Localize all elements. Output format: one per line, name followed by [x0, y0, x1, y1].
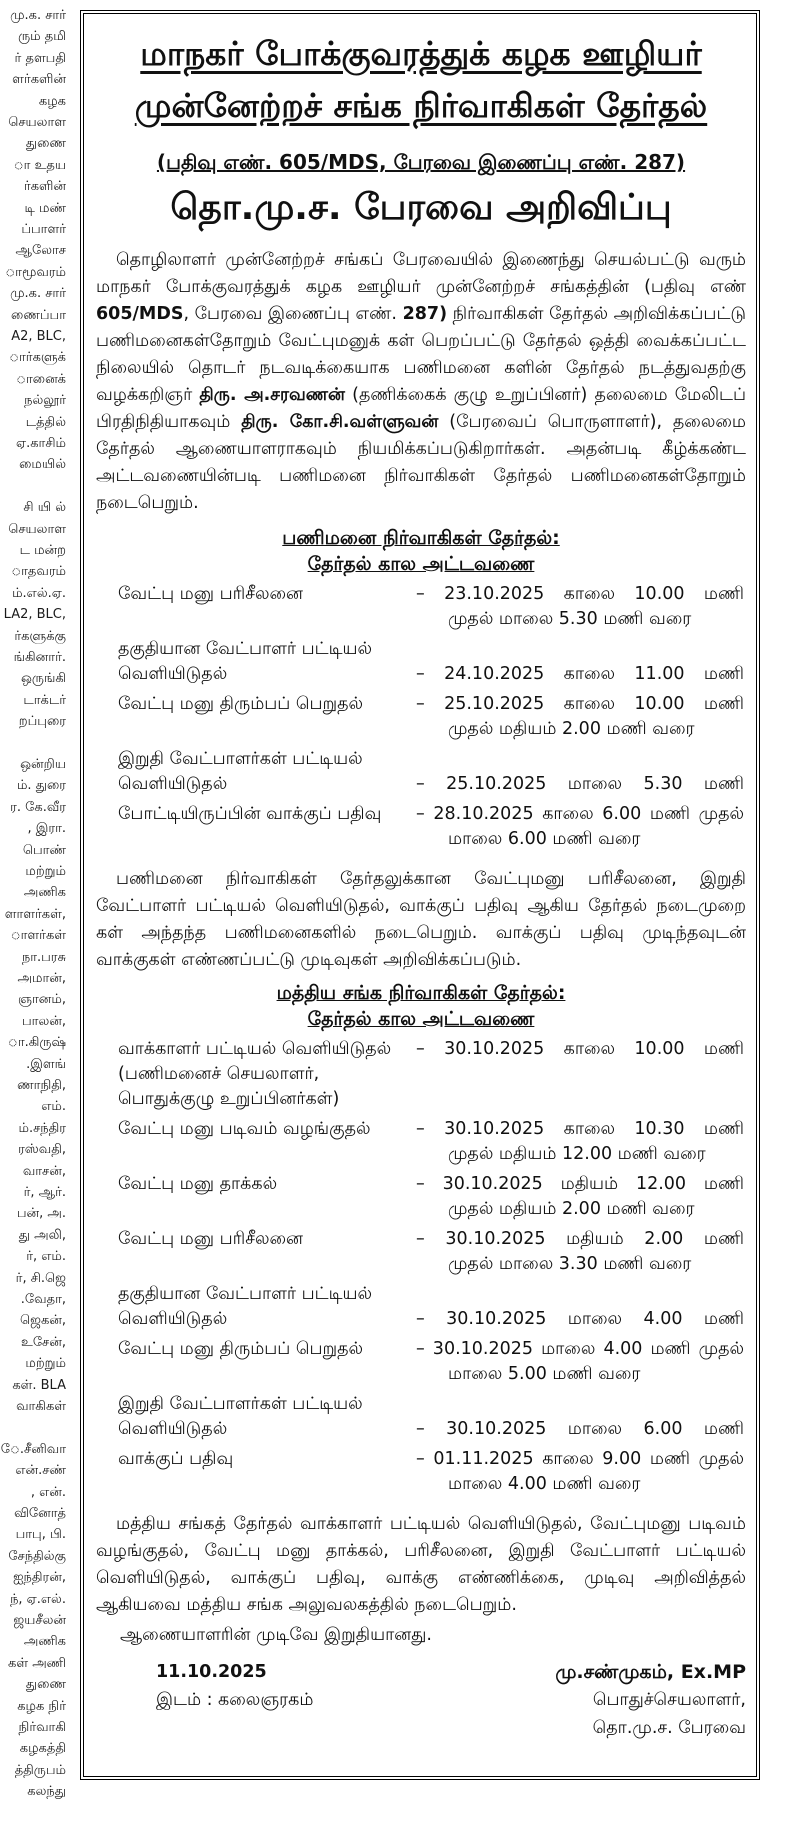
adjacent-column-line: டாக்டர் — [23, 692, 66, 708]
adjacent-column-line: மு.க. சார் — [10, 8, 66, 23]
schedule-row-label: வெளியிடுதல் — [118, 664, 228, 684]
adjacent-column-line: ஒருங்கி — [21, 671, 66, 687]
adjacent-column-line: ாமூவரம் — [5, 264, 66, 280]
intro-paragraph: தொழிலாளர் முன்னேற்றச் சங்கப் பேரவையில் இணைந்து செயல்பட்டு வரும் மாநகர் போக்குவரத்துக் கழக ஊழியர் முன்னேற்றச் சங்கத்தின் (பதிவு எண் 605/MDS, பேரவை இணைப்பு எண். 287) நிர்வாகிகள் தேர்தல் அறிவிக்கப்பட்டு பணிமனைகள்தோறும் வேட்புமனுக் கள் பெறப்பட்டு தேர்தல் ஒத்தி வைக்கப்பட்ட நிலையில் தொடர் நடவடிக்கையாக பணிமனை களின் தேர்தல் நடத்துவதற்கு வழக்கறிஞர் திரு. அ.சரவணன் (தணிக்கைக் குழு உறுப்பினர்) தலைமை மேலிடப் பிரதிநிதியாகவும் திரு. கோ.சி.வள்ளுவன் (பேரவைப் பொருளாளர்), தலைமை தேர்தல் ஆணையாளராகவும் நியமிக்கப்படுகிறார்கள். அதன்படி கீழ்க்கண்ட அட்டவணையின்படி பணிமனை நிர்வாகிகள் தேர்தல் பணிமனைகள்தோறும் நடைபெறும். — [96, 250, 746, 513]
adjacent-column-line: சி யி ல் — [23, 500, 66, 516]
adjacent-column-line: ம்.எல்.ஏ. — [12, 585, 66, 601]
schedule-row-value: – 30.10.2025 காலை 10.30 மணி — [416, 1119, 744, 1139]
schedule-row-value: – 23.10.2025 காலை 10.00 மணி — [416, 584, 744, 604]
adjacent-column-line: து அலி, — [18, 1227, 66, 1243]
schedule-row-label: வெளியிடுதல் — [118, 1309, 228, 1329]
final-statement: ஆணையாளரின் முடிவே இறுதியானது. — [120, 1625, 432, 1645]
adjacent-column-line: ா உதய — [13, 157, 66, 173]
adjacent-column-line: ார்களுக் — [9, 350, 66, 366]
adjacent-column-line: ஞானம், — [18, 992, 66, 1008]
adjacent-column-line: கள். BLA — [12, 1377, 66, 1393]
adjacent-column-line: ட மன்ற — [19, 543, 66, 558]
schedule-row-label: வெளியிடுதல் — [118, 774, 228, 794]
adjacent-column-line: மற்றும் — [25, 1356, 66, 1372]
adjacent-column-line: கள் அணி — [8, 1655, 66, 1671]
schedule-row — [96, 1172, 746, 1222]
adjacent-column-line: ந், ஏ.எல். — [10, 1591, 66, 1607]
adjacent-column-line: .இளங் — [26, 1056, 66, 1072]
adjacent-column-line: ம். துரை — [16, 778, 66, 794]
schedule-row — [96, 1117, 746, 1167]
adjacent-column-line: நல்லூர் — [24, 393, 66, 409]
adjacent-column-line: வாசன், — [22, 1163, 66, 1179]
schedule-row-label: இறுதி வேட்பாளர்கள் பட்டியல் — [118, 749, 363, 769]
schedule-row — [96, 637, 746, 687]
board-announcement-title: தொ.மு.ச. பேரவை அறிவிப்பு — [170, 187, 672, 228]
adjacent-column-line: ாளர்கள் — [10, 928, 66, 944]
schedule-row-label: வேட்பு மனு பரிசீலனை — [118, 584, 303, 604]
adjacent-column-line: ர் தளபதி — [14, 50, 66, 66]
schedule-row-value: – 28.10.2025 காலை 6.00 மணி முதல் — [416, 804, 744, 824]
adjacent-column-line: ளர்களின் — [12, 72, 66, 88]
schedule-row-value-cont: மாலை 6.00 மணி வரை — [448, 829, 641, 849]
signatory-organization: தொ.மு.ச. பேரவை — [592, 1718, 746, 1738]
adjacent-column-line: துணை — [25, 136, 66, 152]
adjacent-column-line: கழக — [38, 93, 66, 109]
schedule-row-value-cont: முதல் மாலை 3.30 மணி வரை — [448, 1254, 692, 1274]
schedule-row — [96, 802, 746, 852]
adjacent-column-line: ே.சீனிவா — [0, 1441, 66, 1457]
schedule-row-value-cont: முதல் மதியம் 2.00 மணி வரை — [448, 1199, 695, 1219]
adjacent-column-line: அமான், — [17, 971, 66, 986]
adjacent-column-line: ஜெகன், — [19, 1313, 66, 1329]
adjacent-column-line: எம். — [41, 1099, 66, 1115]
adjacent-column-line: மையில் — [19, 457, 66, 473]
schedule-row-value-cont: முதல் மாலை 5.30 மணி வரை — [448, 609, 692, 629]
schedule-row — [96, 1282, 746, 1332]
adjacent-column-line: செயலாள — [8, 521, 66, 537]
adjacent-column-line: கழகத்தி — [19, 1741, 66, 1757]
depot-note: பணிமனை நிர்வாகிகள் தேர்தலுக்கான வேட்புமனு பரிசீலனை, இறுதி வேட்பாளர் பட்டியல் வெளியிடுதல், வாக்குப் பதிவு ஆகிய தேர்தல் நடைமுறை கள் அந்தந்த பணிமனைகளில் நடைபெறும். வாக்குப் பதிவு முடிந்தவுடன் வாக்குகள் எண்ணப்பட்டு முடிவுகள் அறிவிக்கப்படும். — [96, 869, 746, 970]
adjacent-column-line: துணை — [25, 1677, 66, 1693]
adjacent-column-line: பொண் — [22, 842, 66, 858]
schedule-row-label: தகுதியான வேட்பாளர் பட்டியல் — [118, 1284, 373, 1304]
schedule-row-value: – 30.10.2025 காலை 10.00 மணி — [416, 1039, 744, 1059]
adjacent-column-line: சேந்தில்கு — [8, 1548, 66, 1564]
adjacent-column-line: ர், ஆர். — [23, 1185, 66, 1200]
adjacent-column-line: ர்களின் — [23, 179, 66, 195]
adjacent-column-line: மற்றும் — [25, 864, 66, 879]
adjacent-column-line: ம்.சந்திர — [18, 1120, 66, 1136]
notice-title-line2: முன்னேற்றச் சங்க நிர்வாகிகள் தேர்தல் — [134, 86, 708, 125]
adjacent-column-line: LA2, BLC, — [3, 607, 66, 623]
adjacent-column-line: ாதவரம் — [11, 564, 66, 580]
schedule-row — [96, 1037, 746, 1112]
schedule-row-value: – 01.11.2025 காலை 9.00 மணி முதல் — [416, 1449, 744, 1469]
adjacent-column-line: மு.க. சார் — [10, 286, 66, 302]
signature-block — [96, 1659, 746, 1759]
adjacent-column-line: அணிக — [23, 885, 66, 901]
schedule-row — [96, 747, 746, 797]
adjacent-column-line: ர், சி.ஜெ — [15, 1270, 66, 1286]
notice-date: 11.10.2025 — [156, 1662, 267, 1682]
schedule-row-label: வேட்பு மனு திரும்பப் பெறுதல் — [118, 694, 364, 714]
adjacent-column-line: பாலன், — [22, 1013, 66, 1029]
adjacent-column-line: A2, BLC, — [11, 329, 66, 344]
notice-title-line1: மாநகர் போக்குவரத்துக் கழக ஊழியர் — [140, 34, 702, 73]
depot-schedule-table — [96, 582, 746, 852]
central-note: மத்திய சங்கத் தேர்தல் வாக்காளர் பட்டியல் வெளியிடுதல், வேட்புமனு படிவம் வழங்குதல், வேட்பு மனு தாக்கல், பரிசீலனை, இறுதி வேட்பாளர் பட்டியல் வெளியிடுதல், வாக்குப் பதிவு, வாக்கு எண்ணிக்கை, முடிவு அறிவித்தல் ஆகியவை மத்திய சங்க அலுவலகத்தில் நடைபெறும். — [96, 1514, 746, 1615]
adjacent-column-line: உசேன், — [21, 1334, 66, 1350]
adjacent-column-line: நிர்வாகி — [18, 1720, 66, 1735]
adjacent-column-line: ரஸ்வதி, — [18, 1142, 66, 1158]
adjacent-column-line: ளாளர்கள், — [4, 906, 66, 922]
central-section-heading: மத்திய சங்க நிர்வாகிகள் தேர்தல்: — [276, 982, 566, 1004]
schedule-row-label: வெளியிடுதல் — [118, 1419, 228, 1439]
signatory-designation: பொதுச்செயலாளர், — [592, 1690, 746, 1710]
adjacent-column-line: பாபு, பி. — [15, 1527, 66, 1543]
schedule-row — [96, 1447, 746, 1497]
schedule-row-value: – 30.10.2025 மதியம் 2.00 மணி — [416, 1229, 744, 1249]
adjacent-column-line: டத்தில் — [25, 414, 66, 430]
adjacent-column-line: .வேதா, — [20, 1292, 66, 1307]
adjacent-column-line: , இரா. — [27, 821, 66, 837]
schedule-row-label: வேட்பு மனு தாக்கல் — [118, 1174, 278, 1194]
adjacent-column-line: ஆலோச — [15, 243, 66, 259]
adjacent-column-line: என்.சண் — [15, 1463, 66, 1479]
depot-section-heading: பணிமனை நிர்வாகிகள் தேர்தல்: — [282, 527, 560, 549]
adjacent-column-line: ஜயசீலன் — [13, 1613, 66, 1628]
schedule-row-label: இறுதி வேட்பாளர்கள் பட்டியல் — [118, 1394, 363, 1414]
adjacent-column-line: வாகிகள் — [16, 1399, 66, 1414]
central-schedule-subheading: தேர்தல் கால அட்டவணை — [307, 1008, 535, 1030]
schedule-row-value: – 30.10.2025 மாலை 6.00 மணி — [416, 1419, 744, 1439]
schedule-row — [96, 1337, 746, 1387]
schedule-row-value: – 30.10.2025 மாலை 4.00 மணி — [416, 1309, 744, 1329]
adjacent-column-line: ப்பாளர் — [21, 222, 66, 237]
schedule-row-value-cont: முதல் மதியம் 2.00 மணி வரை — [448, 719, 695, 739]
schedule-row-value-cont: மாலை 4.00 மணி வரை — [448, 1474, 641, 1494]
adjacent-column-line: ா.கிருஷ் — [7, 1035, 66, 1051]
adjacent-column-line: ானைக் — [16, 371, 66, 387]
schedule-row-label: தகுதியான வேட்பாளர் பட்டியல் — [118, 639, 373, 659]
schedule-row-value: – 25.10.2025 மாலை 5.30 மணி — [416, 774, 744, 794]
adjacent-column-line: பன், அ. — [16, 1206, 66, 1222]
schedule-row-value: – 24.10.2025 காலை 11.00 மணி — [416, 664, 744, 684]
schedule-row-label: வாக்குப் பதிவு — [118, 1449, 234, 1469]
schedule-row-value: – 25.10.2025 காலை 10.00 மணி — [416, 694, 744, 714]
schedule-row-label: வேட்பு மனு திரும்பப் பெறுதல் — [118, 1339, 364, 1359]
adjacent-column-line: ஏ.காசிம் — [15, 436, 66, 451]
schedule-row — [96, 692, 746, 742]
adjacent-column-line: , என். — [30, 1484, 66, 1500]
adjacent-column-line: கலந்து — [27, 1784, 66, 1800]
adjacent-column-line: கழக நிர் — [17, 1698, 66, 1714]
schedule-row-value-cont: முதல் மதியம் 12.00 மணி வரை — [448, 1144, 706, 1164]
schedule-row-label: வேட்பு மனு படிவம் வழங்குதல் — [118, 1119, 371, 1139]
adjacent-column-line: ணைப்பா — [11, 307, 66, 323]
adjacent-column-line: வினோத் — [14, 1506, 66, 1521]
adjacent-column-line: அணிக — [23, 1634, 66, 1650]
adjacent-column-line: றப்புரை — [18, 714, 66, 730]
adjacent-column-line: ஒன்றிய — [20, 757, 66, 772]
schedule-row-label: வாக்காளர் பட்டியல் வெளியிடுதல் — [118, 1039, 392, 1059]
schedule-row-value: – 30.10.2025 மாலை 4.00 மணி முதல் — [416, 1339, 744, 1359]
central-schedule-table — [96, 1037, 746, 1497]
election-notice — [80, 10, 760, 1780]
registration-number: (பதிவு எண். 605/MDS, பேரவை இணைப்பு எண். 287) — [156, 150, 686, 174]
adjacent-column-text — [0, 0, 70, 1821]
adjacent-column-line: ணாநிதி, — [17, 1078, 66, 1093]
adjacent-column-line: செயலாள — [8, 115, 66, 130]
adjacent-column-line: ரும் தமி — [18, 29, 66, 45]
schedule-row-value-cont: மாலை 5.00 மணி வரை — [448, 1364, 641, 1384]
signatory-name: மு.சண்முகம், Ex.MP — [555, 1661, 746, 1683]
notice-place: இடம் : கலைஞரகம் — [156, 1690, 314, 1710]
schedule-row — [96, 1227, 746, 1277]
schedule-row — [96, 1392, 746, 1442]
adjacent-column-line: த்திருபம் — [14, 1762, 66, 1778]
adjacent-column-line: ஐந்திரன், — [13, 1570, 66, 1586]
adjacent-column-line: ங்கினார். — [13, 650, 66, 665]
adjacent-column-line: டி மண் — [24, 200, 66, 216]
schedule-row-label: பொதுக்குழு உறுப்பினர்கள்) — [118, 1089, 340, 1109]
schedule-row-label: போட்டியிருப்பின் வாக்குப் பதிவு — [118, 804, 382, 824]
schedule-row — [96, 582, 746, 632]
depot-schedule-subheading: தேர்தல் கால அட்டவணை — [307, 553, 535, 575]
schedule-row-label: (பணிமனைச் செயலாளர், — [118, 1064, 320, 1084]
adjacent-column-line: ர. கே.வீர — [10, 799, 66, 815]
schedule-row-value: – 30.10.2025 மதியம் 12.00 மணி — [416, 1174, 744, 1194]
schedule-row-label: வேட்பு மனு பரிசீலனை — [118, 1229, 303, 1249]
adjacent-column-line: நா.பரசு — [21, 949, 66, 965]
adjacent-column-line: ர்களுக்கு — [14, 628, 66, 644]
adjacent-column-line: ர், எம். — [26, 1249, 66, 1265]
